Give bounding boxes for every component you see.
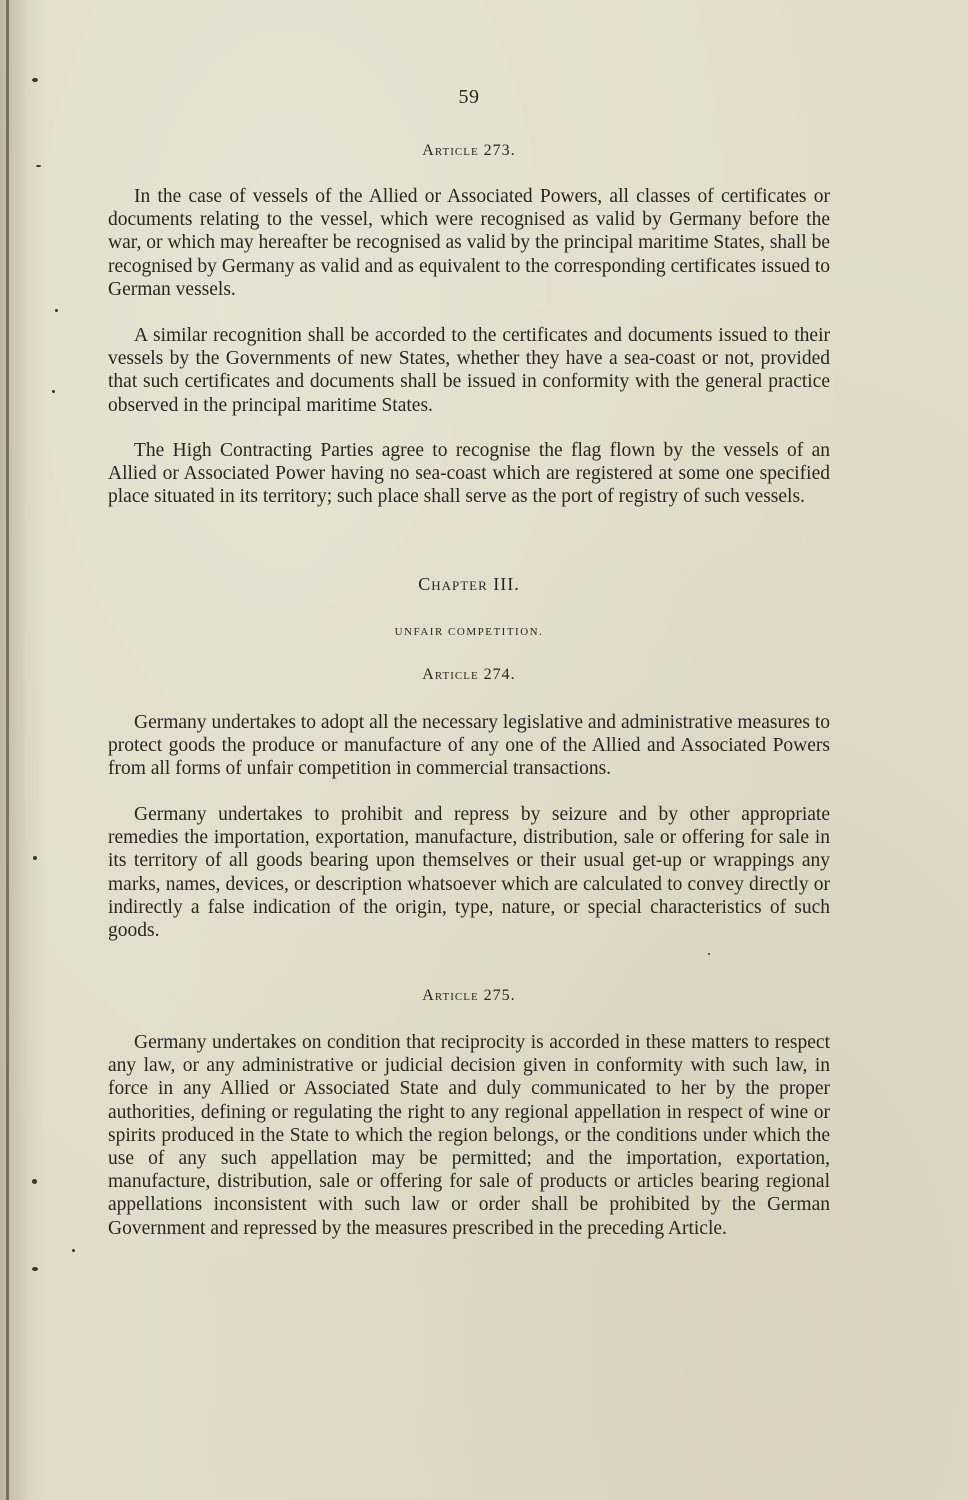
article-273-heading: Article 273. — [422, 142, 516, 159]
margin-mark — [32, 78, 38, 82]
page-number: 59 — [458, 86, 480, 108]
margin-mark — [52, 390, 55, 393]
article-274-paragraph-2: Germany undertakes to prohibit and repress by seizure and by other appropriate remedies the importation, exportation, manufacture, distribution, sale or offering for sale in its territory of all goods bearing upon themselves or their usual get-up or wrappings any marks, names, devices, or description whatsoever which are calculated to convey directly or indirectly a false indication of the origin, type, nature, or special characteristics of such goods. — [108, 804, 830, 942]
article-274-paragraph-1: Germany undertakes to adopt all the necessary legislative and administrative measures to protect goods the produce or manufacture of any one of the Allied and Associated Powers from all forms of unfair competition in commercial transactions. — [108, 712, 830, 780]
margin-mark — [72, 1249, 75, 1252]
chapter-subtitle: UNFAIR COMPETITION. — [394, 626, 544, 638]
article-273-paragraph-1: In the case of vessels of the Allied or Associated Powers, all classes of certificates or documents relating to the vessel, which were recognised as valid by Germany before the war, or which may hereafter be recognised as valid by the principal maritime States, shall be recognised by Germany as valid and as equivalent to the corresponding certificates issued to German vessels. — [108, 186, 830, 300]
chapter-heading: Chapter III. — [418, 574, 520, 594]
article-275-paragraph-1: Germany undertakes on condition that reciprocity is accorded in these matters to respect any law, or any administrative or judicial decision given in conformity with such law, in force in any Allied or Associated State and duly communicated to her by the proper authorities, defining or regulating the right to any regional appellation in respect of wine or spirits produced in the State to which the region belongs, or the conditions under which the use of any such appellation may be permitted; and the importation, exportation, manufacture, distribution, sale or offering for sale of products or articles bearing regional appellations inconsistent with such law or order shall be prohibited by the German Government and repressed by the measures prescribed in the preceding Article. — [108, 1032, 830, 1239]
margin-mark — [36, 165, 41, 167]
margin-mark — [32, 1267, 38, 1271]
article-275-heading: Article 275. — [422, 987, 516, 1004]
article-273-paragraph-3: The High Contracting Parties agree to recognise the flag flown by the vessels of an Allied or Associated Power having no sea-coast which are registered at some one specified place situated in its territory; such place shall serve as the port of registry of such vessels. — [108, 440, 830, 508]
margin-mark — [33, 856, 37, 860]
margin-mark — [55, 309, 58, 312]
margin-mark — [708, 953, 710, 955]
binding-edge-line — [6, 0, 9, 1500]
article-273-paragraph-2: A similar recognition shall be accorded to the certificates and documents issued to their vessels by the Governments of new States, whether they have a sea-coast or not, provided that such certificates and documents shall be issued in conformity with the general practice observed in the principal maritime States. — [108, 325, 830, 416]
article-274-heading: Article 274. — [422, 666, 516, 683]
margin-mark — [32, 1179, 37, 1184]
